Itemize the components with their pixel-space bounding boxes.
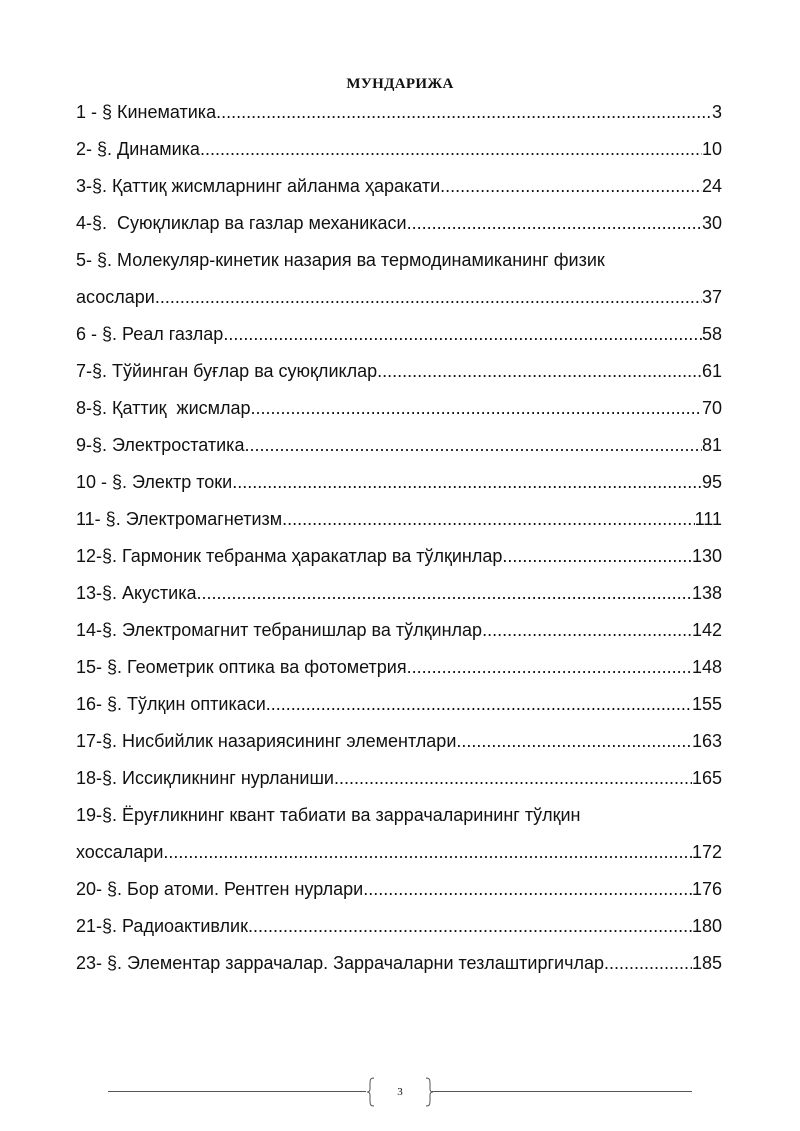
toc-entry-8[interactable]: [76, 390, 722, 427]
toc-entry-11[interactable]: [76, 501, 722, 538]
toc-entry-16[interactable]: [76, 686, 722, 723]
dot-leader: [604, 945, 692, 982]
toc-entry-page: 172: [691, 842, 722, 862]
toc-entry-label: 13-§. Акустика: [76, 583, 197, 603]
toc-entry-label: 11- §. Электромагнетизм: [76, 509, 283, 529]
toc-entry-page: 165: [691, 768, 722, 788]
dot-leader: [232, 464, 702, 501]
toc-entry-label: 8-§. Қаттиқ жисмлар: [76, 398, 251, 418]
toc-entry-13[interactable]: [76, 575, 722, 612]
dot-leader: [251, 390, 702, 427]
toc-entry-7[interactable]: [76, 353, 722, 390]
dot-leader: [248, 908, 692, 945]
toc-entry-17[interactable]: [76, 723, 722, 760]
toc-entry-page: 81: [701, 435, 722, 455]
toc-entry-5-line1[interactable]: [76, 242, 722, 279]
dot-leader: [216, 94, 712, 131]
toc-entry-label: 5- §. Молекуляр-кинетик назария ва термодинамиканинг физик: [76, 250, 605, 270]
dot-leader: [482, 612, 692, 649]
toc-entry-page: 10: [701, 139, 722, 159]
dot-leader: [197, 575, 692, 612]
toc-entry-label: 2- §. Динамика: [76, 139, 200, 159]
toc-entry-page: 163: [691, 731, 722, 751]
toc-entry-page: 142: [691, 620, 722, 640]
toc-entry-label: 19-§. Ёруғликнинг квант табиати ва заррачаларининг тўлқин: [76, 805, 581, 825]
toc-entry-label: 9-§. Электростатика: [76, 435, 245, 455]
toc-entry-label: 4-§. Суюқликлар ва газлар механикаси: [76, 213, 407, 233]
toc-entry-23[interactable]: [76, 945, 722, 982]
toc-entry-label: 14-§. Электромагнит тебранишлар ва тўлқинлар: [76, 620, 483, 640]
footer-rule-right: [432, 1091, 692, 1092]
toc-entry-page: 95: [701, 472, 722, 492]
toc-entry-label: 17-§. Нисбийлик назариясининг элементлари: [76, 731, 457, 751]
dot-leader: [334, 760, 692, 797]
toc-entry-label: 1 - § Кинематика: [76, 102, 217, 122]
right-brace-icon: [424, 1077, 434, 1107]
page-footer: [0, 1074, 800, 1110]
left-brace-icon: [366, 1077, 376, 1107]
toc-entry-page: 61: [701, 361, 722, 381]
dot-leader: [407, 205, 702, 242]
toc-entry-page: 138: [691, 583, 722, 603]
toc-entry-page: 24: [701, 176, 722, 196]
toc-entry-label: 16- §. Тўлқин оптикаси: [76, 694, 266, 714]
toc-entry-21[interactable]: [76, 908, 722, 945]
toc-entry-label: 23- §. Элементар заррачалар. Заррачаларни тезлаштиргичлар: [76, 953, 605, 973]
footer-rule-left: [108, 1091, 366, 1092]
dot-leader: [407, 649, 692, 686]
dot-leader: [456, 723, 692, 760]
toc-entry-19-line1[interactable]: [76, 797, 722, 834]
toc-entry-page: 3: [711, 102, 722, 122]
toc-entry-label: 10 - §. Электр токи: [76, 472, 233, 492]
footer-page-number: 3: [397, 1086, 403, 1098]
toc-entry-20[interactable]: [76, 871, 722, 908]
toc-entry-19[interactable]: [76, 834, 722, 871]
toc-entry-label: хоссалари: [76, 842, 164, 862]
toc-entry-14[interactable]: [76, 612, 722, 649]
toc-entry-label: 12-§. Гармоник тебранма ҳаракатлар ва тўлқинлар: [76, 546, 503, 566]
dot-leader: [363, 871, 692, 908]
toc-entry-label: 3-§. Қаттиқ жисмларнинг айланма ҳаракати: [76, 176, 441, 196]
toc-entry-label: 18-§. Иссиқликнинг нурланиши: [76, 768, 334, 788]
toc-entry-label: асослари: [76, 287, 155, 307]
dot-leader: [377, 353, 702, 390]
dot-leader: [502, 538, 692, 575]
toc-entry-page: 70: [701, 398, 722, 418]
toc-entry-9[interactable]: [76, 427, 722, 464]
toc-entry-page: 176: [691, 879, 722, 899]
toc-entry-label: 7-§. Тўйинган буғлар ва суюқликлар: [76, 361, 378, 381]
toc-entry-2[interactable]: [76, 131, 722, 168]
toc-entry-page: 130: [691, 546, 722, 566]
toc-entry-15[interactable]: [76, 649, 722, 686]
toc-title: МУНДАРИЖА: [346, 76, 454, 92]
toc-entry-page: 37: [701, 287, 722, 307]
toc-entry-1[interactable]: [76, 94, 722, 131]
dot-leader: [244, 427, 702, 464]
toc-entry-label: 21-§. Радиоактивлик: [76, 916, 248, 936]
toc-entry-18[interactable]: [76, 760, 722, 797]
toc-entry-6[interactable]: [76, 316, 722, 353]
toc-entry-page: 30: [701, 213, 722, 233]
toc-entry-label: 15- §. Геометрик оптика ва фотометрия: [76, 657, 407, 677]
toc-entry-3[interactable]: [76, 168, 722, 205]
dot-leader: [163, 834, 692, 871]
dot-leader: [282, 501, 695, 538]
toc-entry-label: 20- §. Бор атоми. Рентген нурлари: [76, 879, 364, 899]
dot-leader: [223, 316, 702, 353]
toc-entry-label: 6 - §. Реал газлар: [76, 324, 224, 344]
toc-entry-5[interactable]: [76, 279, 722, 316]
toc-entry-page: 185: [691, 953, 722, 973]
dot-leader: [155, 279, 702, 316]
dot-leader: [266, 686, 692, 723]
toc-list: [76, 94, 722, 982]
toc-entry-page: 148: [691, 657, 722, 677]
toc-entry-page: 111: [694, 509, 722, 529]
toc-entry-10[interactable]: [76, 464, 722, 501]
dot-leader: [200, 131, 702, 168]
dot-leader: [440, 168, 702, 205]
toc-entry-12[interactable]: [76, 538, 722, 575]
toc-entry-4[interactable]: [76, 205, 722, 242]
toc-entry-page: 58: [701, 324, 722, 344]
toc-entry-page: 155: [691, 694, 722, 714]
toc-entry-page: 180: [691, 916, 722, 936]
